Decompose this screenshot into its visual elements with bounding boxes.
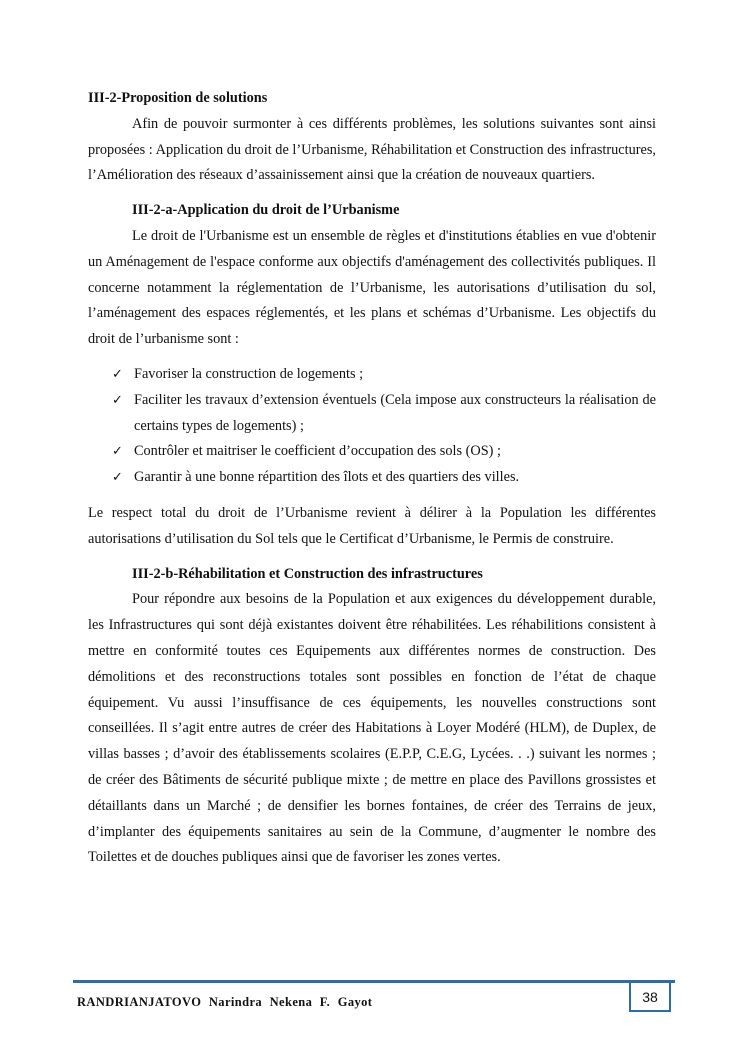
checkmark-icon: ✓ [112,366,123,382]
list-item-text: Garantir à une bonne répartition des îlots et des quartiers des villes. [134,469,520,486]
objectives-list [88,362,656,491]
checkmark-icon: ✓ [112,392,123,408]
list-item [112,388,656,440]
footer-author: RANDRIANJATOVO Narindra Nekena F. Gayot [77,995,373,1009]
page-content [88,86,656,871]
section-intro-paragraph: Afin de pouvoir surmonter à ces différents problèmes, les solutions suivantes sont ainsi proposées : Application du droit de l’Urbanisme, Réhabilitation et Construction des infrastructures, l’Amélioration des réseaux d’assainissement ainsi que la création de nouveaux quartiers. [88,115,656,184]
subsection-a-conclusion: Le respect total du droit de l’Urbanisme revient à délirer à la Population les différentes autorisations d’utilisation du Sol tels que le Certificat d’Urbanisme, le Permis de construire. [88,504,656,547]
list-item [112,439,656,465]
checkmark-icon: ✓ [112,470,123,486]
list-item-text: Contrôler et maitriser le coefficient d’occupation des sols (OS) ; [134,443,501,460]
subsection-b-body: Pour répondre aux besoins de la Population et aux exigences du développement durable, les Infrastructures qui sont déjà existantes doivent être réhabilitées. Les réhabilitions consistent à mettre en conformité toutes ces Equipements aux différentes normes de construction. Des démolitions et des reconstructions totales sont possibles en fonction de l’état de chaque équipement. Vu aussi l’insuffisance de ces équipements, les nouvelles constructions sont conseillées. Il s’agit entre autres de créer des Habitations à Loyer Modéré (HLM), de Duplex, de villas basses ; d’avoir des établissements scolaires (E.P.P, C.E.G, Lycées. . .) suivant les normes ; de créer des Bâtiments de sécurité publique mixte ; de mettre en place des Pavillons grossistes et détaillants dans un Marché ; de densifier les bornes fontaines, de créer des Terrains de jeux, d’implanter des équipements sanitaires au sein de la Commune, d’augmenter le nombre des Toilettes et de douches publiques ainsi que de favoriser les zones vertes. [88,591,656,866]
footer-divider [73,980,675,983]
subsection-a-heading: III-2-a-Application du droit de l’Urbanisme [132,202,400,219]
subsection-b-heading: III-2-b-Réhabilitation et Construction des infrastructures [132,565,483,582]
list-item-text: Favoriser la construction de logements ; [134,365,364,382]
checkmark-icon: ✓ [112,444,123,460]
list-item-text: Faciliter les travaux d’extension éventuels (Cela impose aux constructeurs la réalisation de certains types de logements) ; [134,391,656,434]
subsection-a-body: Le droit de l'Urbanisme est un ensemble de règles et d'institutions établies en vue d'obtenir un Aménagement de l'espace conforme aux objectifs d'aménagement des collectivités publiques. Il concerne notamment la réglementation de l’Urbanisme, les autorisations d’utilisation du sol, l’aménagement des espaces réglementés, et les plans et schémas d’Urbanisme. Les objectifs du droit de l’urbanisme sont : [88,227,656,348]
list-item [112,465,656,491]
page-number: 38 [629,983,671,1012]
section-heading: III-2-Proposition de solutions [88,90,268,106]
list-item [112,362,656,388]
